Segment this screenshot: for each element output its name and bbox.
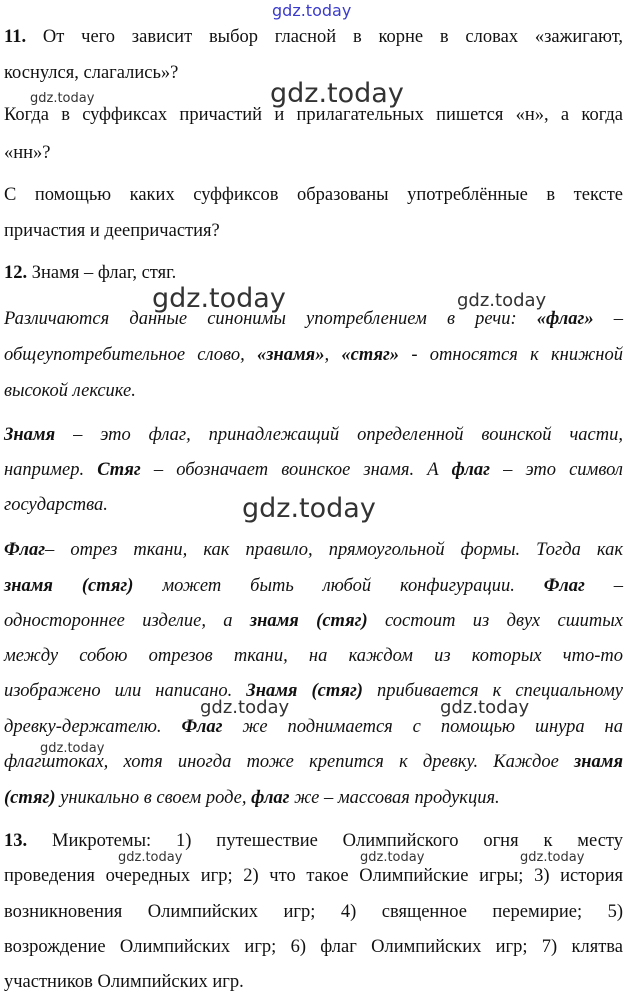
s12-p12 xyxy=(4,716,623,738)
s12-p2 xyxy=(4,344,623,366)
text-run: общеупотребительное слово, xyxy=(4,345,258,365)
bold-term: знамя (стяг) xyxy=(249,611,368,631)
s12-p4 xyxy=(4,424,623,446)
s13-line-5: участников Олимпийских игр. xyxy=(4,972,244,992)
bold-term: знамя xyxy=(574,752,623,772)
bold-term: «флаг» xyxy=(536,309,594,329)
text-run: Различаются данные синонимы употреблением в речи: xyxy=(4,309,537,329)
section-number: 12. xyxy=(4,263,28,283)
s12-p9 xyxy=(4,610,623,632)
watermark: gdz.today xyxy=(30,91,95,106)
s13-line-3: возникновения Олимпийских игр; 4) священное перемирие; 5) xyxy=(4,902,623,922)
text-run: же поднимается с помощью шнура на xyxy=(222,717,623,737)
text-run: прибивается к специальному xyxy=(362,681,623,701)
bold-term: знамя (стяг) xyxy=(4,576,134,596)
bold-term: «стяг» xyxy=(341,345,400,365)
s11-line-5: С помощью каких суффиксов образованы употреблённые в тексте xyxy=(4,185,623,205)
bold-term: Знамя xyxy=(4,425,56,445)
text-run: одностороннее изделие, а xyxy=(4,611,250,631)
s12-p8 xyxy=(4,575,623,597)
watermark: gdz.today xyxy=(40,741,105,756)
text-run: - относятся к книжной xyxy=(399,345,623,365)
s11-text: От чего зависит выбор гласной в корне в словах «зажигают, xyxy=(42,27,624,47)
text-run: – обозначает воинское знамя. А xyxy=(140,460,452,480)
s12-p7 xyxy=(4,539,623,561)
watermark: gdz.today xyxy=(457,290,547,311)
s11-line-1 xyxy=(4,26,623,48)
s13-text: Микротемы: 1) путешествие Олимпийского огня к месту xyxy=(27,831,623,851)
s13-line-1 xyxy=(4,830,623,852)
s12-p13 xyxy=(4,751,623,773)
text-run: – отрез ткани, как правило, прямоугольной формы. Тогда как xyxy=(45,540,623,560)
s11-line-4: «нн»? xyxy=(4,143,51,163)
text-run: уникально в своем роде, xyxy=(55,788,252,808)
watermark: gdz.today xyxy=(242,493,376,524)
bold-term: Знамя (стяг) xyxy=(246,681,363,701)
bold-term: (стяг) xyxy=(4,788,56,808)
text-run: древку-держателю. xyxy=(4,717,182,737)
s12-p5 xyxy=(4,459,623,481)
text-run: флагштоках, хотя иногда тоже крепится к древку. Каждое xyxy=(4,752,575,772)
bold-term: Стяг xyxy=(97,460,141,480)
s12-p14 xyxy=(4,787,623,809)
watermark: gdz.today xyxy=(270,78,404,109)
text-run: – xyxy=(593,309,623,329)
s12-p1 xyxy=(4,308,623,330)
bold-term: Флаг xyxy=(543,576,585,596)
s11-line-6: причастия и деепричастия? xyxy=(4,221,220,241)
watermark: gdz.today xyxy=(440,697,530,718)
text-run: – это флаг, принадлежащий определенной воинской части, xyxy=(55,425,623,445)
s12-heading xyxy=(4,262,623,284)
s13-line-2: проведения очередных игр; 2) что такое Олимпийские игры; 3) история xyxy=(4,866,623,886)
text-run: изображено или написано. xyxy=(4,681,247,701)
bold-term: «знамя» xyxy=(257,345,325,365)
s11-line-2: коснулся, слагались»? xyxy=(4,63,179,83)
text-run: , xyxy=(324,345,342,365)
s12-p11 xyxy=(4,680,623,702)
text-run: может быть любой конфигурации. xyxy=(133,576,544,596)
watermark-top: gdz.today xyxy=(272,1,352,20)
watermark: gdz.today xyxy=(118,850,183,865)
section-number: 13. xyxy=(4,831,28,851)
bold-term: флаг xyxy=(451,460,490,480)
s12-p10: между собою отрезов ткани, на каждом из которых что-то xyxy=(4,646,623,666)
s13-line-4: возрождение Олимпийских игр; 6) флаг Олимпийских игр; 7) клятва xyxy=(4,937,623,957)
text-run: – это символ xyxy=(489,460,623,480)
watermark: gdz.today xyxy=(200,697,290,718)
s12-p6: государства. xyxy=(4,495,108,515)
watermark: gdz.today xyxy=(152,283,286,314)
section-number: 11. xyxy=(4,27,27,47)
s11-line-3: Когда в суффиксах причастий и прилагательных пишется «н», а когда xyxy=(4,105,623,125)
bold-term: флаг xyxy=(251,788,290,808)
text-run: состоит из двух сшитых xyxy=(367,611,624,631)
text-run: же – массовая продукция. xyxy=(289,788,500,808)
watermark: gdz.today xyxy=(520,850,585,865)
text-run: например. xyxy=(4,460,98,480)
bold-term: Флаг xyxy=(181,717,223,737)
text-run: – xyxy=(584,576,624,596)
watermark: gdz.today xyxy=(360,850,425,865)
s12-heading-text: Знамя – флаг, стяг. xyxy=(27,263,177,283)
bold-term: Флаг xyxy=(4,540,46,560)
s12-p3: высокой лексике. xyxy=(4,381,136,401)
